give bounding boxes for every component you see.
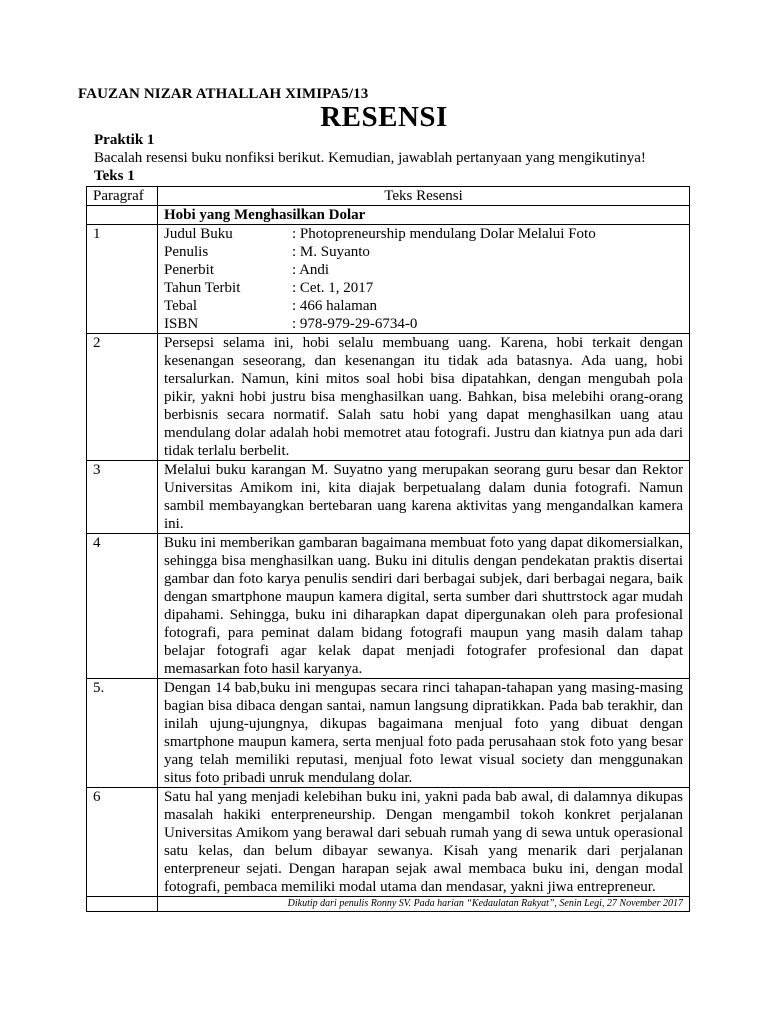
table-row	[87, 788, 690, 897]
book-info-value: : Photopreneurship mendulang Dolar Melalui Foto	[292, 226, 596, 242]
paragraph-text: Persepsi selama ini, hobi selalu membuang uang. Karena, hobi terkait dengan kesenangan seseorang, dan kesenangan itu tidak ada batasnya. Ada uang, hobi tersalurkan. Namun, kini mitos soal hobi bisa dipatahkan, dengan mengubah pola pikir, yakni hobi justru bisa menghasilkan uang. Bahkan, bisa melebihi orang-orang berbisnis secara normatif. Salah satu hobi yang dapat menghasilkan uang atau mendulang dolar adalah hobi memotret atau fotografi. Justru dan kiatnya pun ada dari tidak terlalu berbelit.	[158, 334, 690, 461]
book-info-item	[164, 279, 683, 297]
praktik-label: Praktik 1	[94, 132, 155, 148]
book-info-key: Penulis	[164, 244, 209, 260]
paragraph-number: 4	[87, 534, 158, 679]
book-info-item	[164, 315, 683, 333]
book-info-value: : Cet. 1, 2017	[292, 280, 374, 296]
paragraph-number: 2	[87, 334, 158, 461]
book-info-key: Tahun Terbit	[164, 280, 241, 296]
table-row	[87, 461, 690, 534]
subtitle-row	[87, 206, 690, 225]
instruction-text: Bacalah resensi buku nonfiksi berikut. Kemudian, jawablah pertanyaan yang mengikutinya!	[94, 150, 646, 166]
table-row	[87, 679, 690, 788]
review-subtitle: Hobi yang Menghasilkan Dolar	[158, 206, 690, 225]
book-info-row	[87, 225, 690, 334]
book-info-key: Tebal	[164, 298, 198, 314]
book-info-value: : 466 halaman	[292, 298, 377, 314]
paragraph-number: 5.	[87, 679, 158, 788]
book-info-item	[164, 261, 683, 279]
source-citation: Dikutip dari penulis Ronny SV. Pada harian “Kedaulatan Rakyat”, Senin Legi, 27 November 2017	[158, 897, 690, 912]
book-info-item	[164, 243, 683, 261]
paragraph-number: 6	[87, 788, 158, 897]
book-info-item	[164, 225, 683, 243]
paragraph-text: Melalui buku karangan M. Suyatno yang merupakan seorang guru besar dan Rektor Universitas Amikom ini, kita diajak berpetualang dalam dunia fotografi. Namun sambil membayangkan bertebaran uang karena aktivitas yang mengandalkan kamera ini.	[158, 461, 690, 534]
book-info-key: Judul Buku	[164, 226, 233, 242]
document-title: RESENSI	[320, 101, 448, 133]
teks-label: Teks 1	[94, 168, 135, 184]
subtitle-num-cell	[87, 206, 158, 225]
table-row	[87, 334, 690, 461]
book-info-value: : M. Suyanto	[292, 244, 370, 260]
column-header-paragraf: Paragraf	[87, 187, 158, 206]
paragraph-text: Dengan 14 bab,buku ini mengupas secara rinci tahapan-tahapan yang masing-masing bagian bisa dibaca dengan santai, namun langsung dipratikkan. Pada bab terakhir, dan inilah ujung-ujungnya, dikupas bagaimana menjual foto yang dibuat dengan smartphone maupun kamera, serta menjual foto pada perusahaan stok foto yang besar yang telah memiliki reputasi, menjual foto lewat visual society dan menggunakan situs foto pribadi unruk mendulang dolar.	[158, 679, 690, 788]
column-header-teks: Teks Resensi	[158, 187, 690, 206]
book-info-key: ISBN	[164, 316, 199, 332]
table-row	[87, 534, 690, 679]
paragraph-number: 1	[87, 225, 158, 334]
review-table	[86, 186, 690, 912]
paragraph-number: 3	[87, 461, 158, 534]
paragraph-text: Satu hal yang menjadi kelebihan buku ini, yakni pada bab awal, di dalamnya dikupas masalah hakiki enterpreneurship. Dengan mengambil tokoh konkret perjalanan Universitas Amikom yang berawal dari sebuah rumah yang di sewa untuk operasional satu kelas, dan belum dibayar sewanya. Kisah yang menarik dari perjalanan enterpreneur sejati. Dengan harapan sejak awal membaca buku ini, dengan modal fotografi, pembaca memiliki modal utama dan mendasar, yakni jiwa entrepreneur.	[158, 788, 690, 897]
table-header-row	[87, 187, 690, 206]
book-info-key: Penerbit	[164, 262, 214, 278]
book-info-value: : Andi	[292, 262, 330, 278]
book-info-item	[164, 297, 683, 315]
source-row	[87, 897, 690, 912]
book-info-value: : 978-979-29-6734-0	[292, 316, 418, 332]
student-name-class: FAUZAN NIZAR ATHALLAH XIMIPA5/13	[78, 86, 369, 102]
book-info-cell	[158, 225, 690, 334]
paragraph-text: Buku ini memberikan gambaran bagaimana membuat foto yang dapat dikomersialkan, sehingga bisa menghasilkan uang. Buku ini ditulis dengan pendekatan praktis disertai gambar dan foto karya penulis sendiri dari berbagai subjek, dari berbagai negara, baik dengan smartphone maupun kamera digital, serta sumber dari shuttrstock agar mudah dipahami. Sehingga, buku ini diharapkan dapat dipergunakan oleh para profesional fotografi, para peminat dalam bidang fotografi maupun yang masih dalam tahap belajar fotografi agar kelak dapat menjadi fotografer profesional dan dapat memasarkan foto hasil karyanya.	[158, 534, 690, 679]
source-num-cell	[87, 897, 158, 912]
